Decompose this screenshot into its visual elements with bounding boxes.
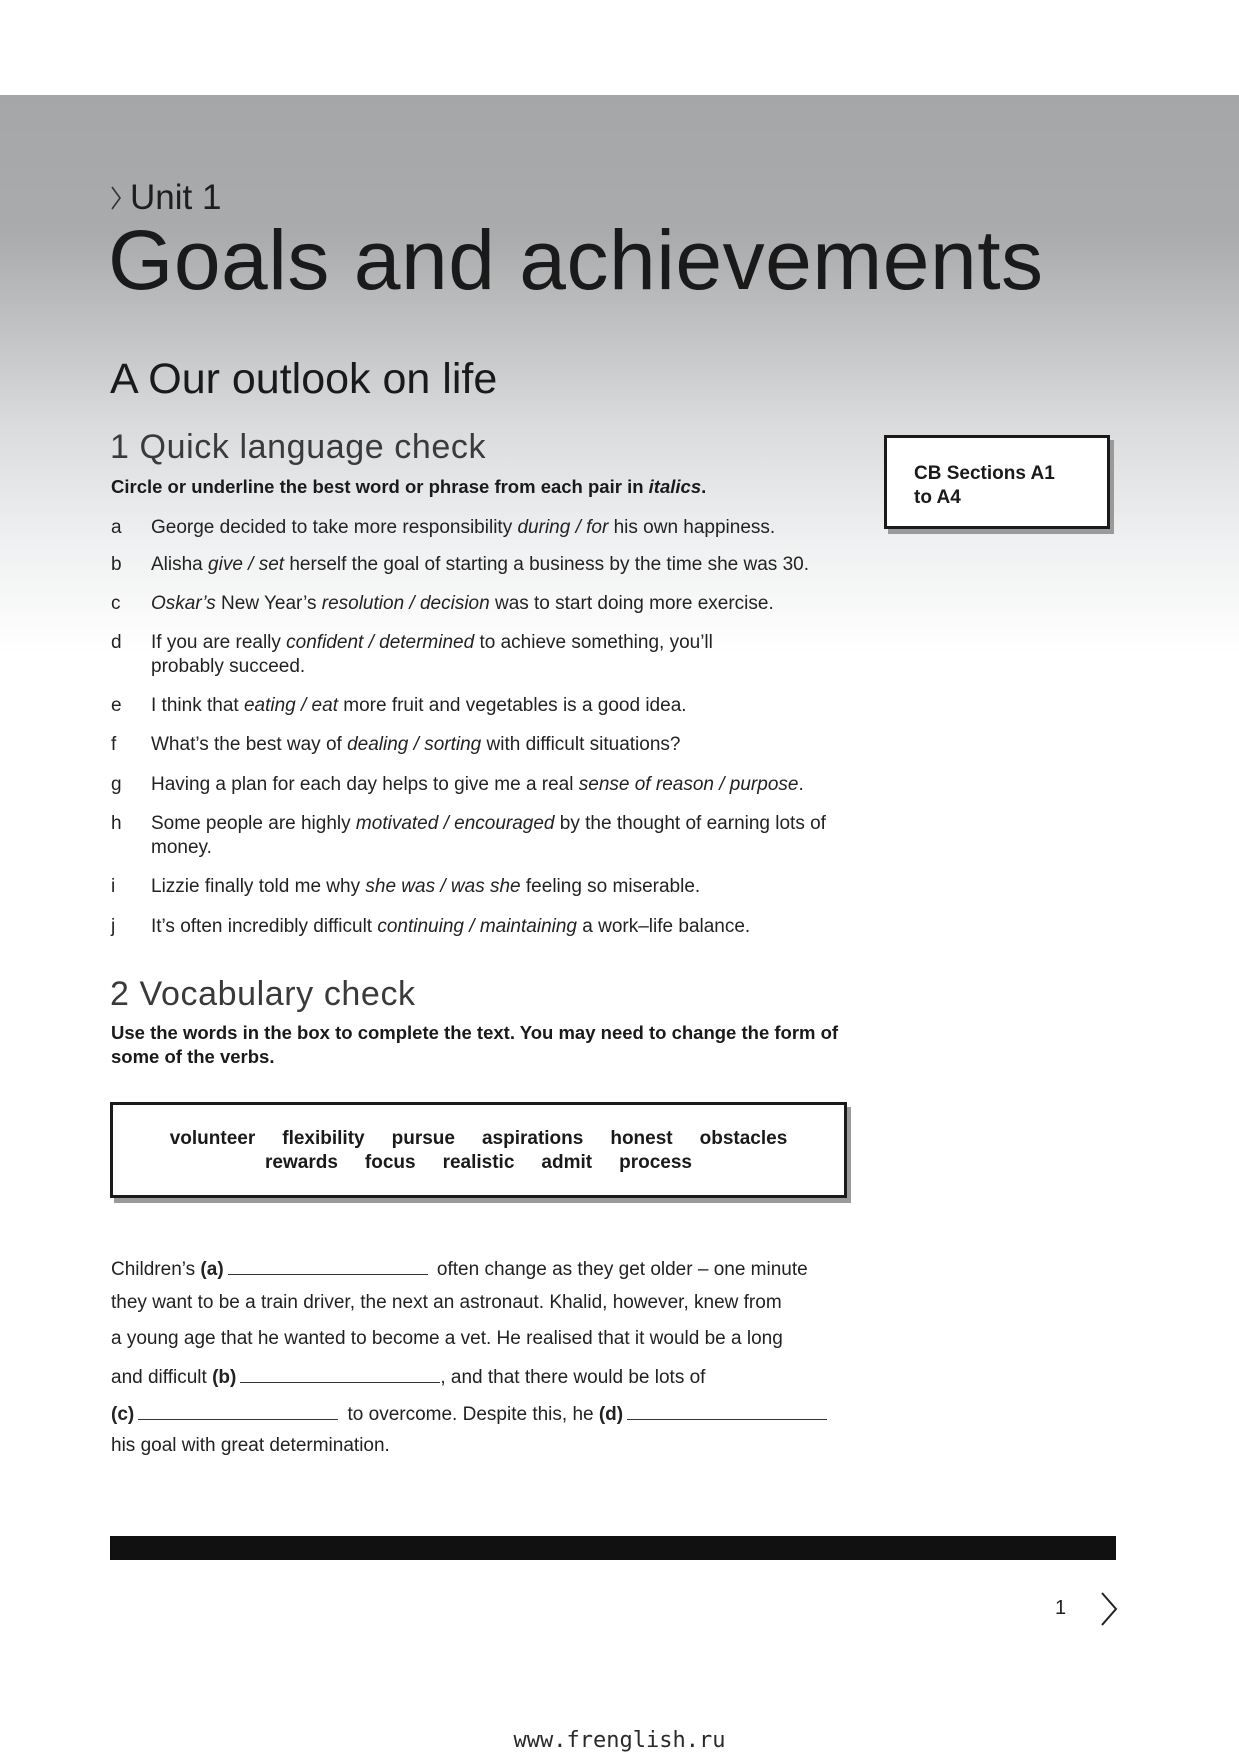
word-box-word: focus xyxy=(364,1152,416,1173)
word-box-word: flexibility xyxy=(282,1128,365,1149)
exercise2-heading: 2 Vocabulary check xyxy=(110,975,416,1013)
gap-text-line: (c) to overcome. Despite this, he (d) xyxy=(111,1401,831,1426)
cb-reference-text: CB Sections A1 to A4 xyxy=(914,463,1055,508)
exercise1-instruction: Circle or underline the best word or phrase from each pair in italics. xyxy=(111,476,707,497)
next-page-chevron-icon[interactable] xyxy=(1098,1590,1120,1628)
word-box-word: aspirations xyxy=(481,1128,584,1149)
answer-blank-c[interactable] xyxy=(138,1401,338,1420)
gap-text-line: his goal with great determination. xyxy=(111,1435,390,1456)
gap-text-line: Children’s (a) often change as they get older – one minute xyxy=(111,1256,808,1281)
word-box-word: admit xyxy=(541,1152,593,1173)
section-title: A Our outlook on life xyxy=(110,355,498,403)
exercise2-instruction: Use the words in the box to complete the text. You may need to change the form of some of the verbs. xyxy=(111,1022,839,1067)
answer-blank-b[interactable] xyxy=(240,1364,440,1383)
word-box-word: volunteer xyxy=(169,1128,256,1149)
word-box-word: pursue xyxy=(391,1128,455,1149)
page-number: 1 xyxy=(1055,1597,1067,1619)
word-box-row xyxy=(113,1127,844,1151)
chevron-right-icon xyxy=(108,183,124,213)
exercise1-heading: 1 Quick language check xyxy=(110,428,487,466)
answer-blank-d[interactable] xyxy=(627,1401,827,1420)
word-box-word: realistic xyxy=(442,1152,515,1173)
word-box-row xyxy=(113,1151,844,1175)
gap-text-line: they want to be a train driver, the next an astronaut. Khalid, however, knew from xyxy=(111,1292,782,1313)
footer-bar xyxy=(110,1536,1116,1560)
word-box-word: process xyxy=(619,1152,692,1173)
word-box xyxy=(110,1102,847,1198)
gap-text-line: and difficult (b) , and that there would be lots of xyxy=(111,1364,705,1389)
page-title: Goals and achievements xyxy=(108,213,1044,307)
word-box-word: obstacles xyxy=(699,1128,788,1149)
website-watermark: www.frenglish.ru xyxy=(513,1728,726,1753)
unit-label-row xyxy=(108,178,221,218)
answer-blank-a[interactable] xyxy=(228,1256,428,1275)
word-box-word: honest xyxy=(610,1128,673,1149)
cb-reference-box xyxy=(884,435,1110,529)
unit-label: Unit 1 xyxy=(130,178,222,217)
word-box-word: rewards xyxy=(265,1152,338,1173)
gap-text-line: a young age that he wanted to become a vet. He realised that it would be a long xyxy=(111,1328,783,1349)
